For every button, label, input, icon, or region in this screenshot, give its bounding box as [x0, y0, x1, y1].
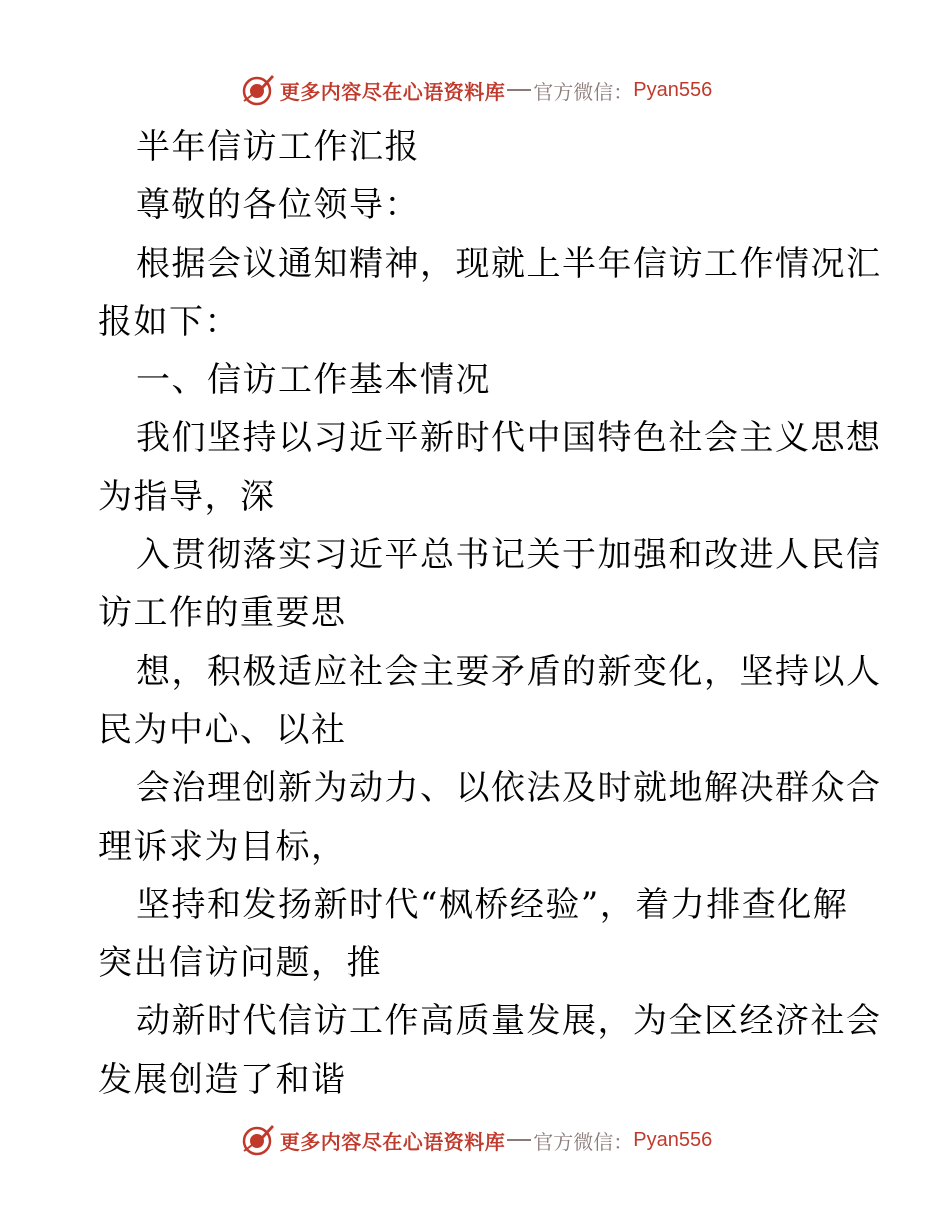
header-watermark-banner [0, 68, 950, 112]
paragraph-line: 突出信访问题，推 [98, 943, 382, 984]
banner-wechat-handle: Pyan556 [633, 1128, 713, 1151]
quill-pen-logo-icon [238, 71, 276, 109]
banner-official-label: 官方微信： [533, 79, 634, 104]
footer-watermark-banner [0, 1118, 950, 1162]
document-title: 半年信访工作汇报 [136, 127, 420, 167]
banner-official-label: 官方微信： [533, 1129, 634, 1154]
paragraph-line: 入贯彻落实习近平总书记关于加强和改进人民信 [136, 535, 882, 576]
paragraph-line: 理诉求为目标， [98, 826, 347, 867]
paragraph-line: 民为中心、以社 [98, 709, 347, 750]
paragraph-line: 访工作的重要思 [98, 593, 347, 634]
banner-dash [507, 1139, 531, 1141]
paragraph-line: 发展创造了和谐 [98, 1059, 347, 1100]
section-heading: 一、信访工作基本情况 [136, 360, 491, 401]
banner-wechat-handle: Pyan556 [633, 78, 713, 101]
paragraph-line: 会治理创新为动力、以依法及时就地解决群众合 [136, 768, 882, 809]
paragraph-line: 想，积极适应社会主要矛盾的新变化，坚持以人 [136, 651, 882, 692]
banner-main-text: 更多内容尽在心语资料库 [279, 1129, 506, 1154]
salutation: 尊敬的各位领导： [136, 185, 420, 226]
paragraph-line: 坚持和发扬新时代“枫桥经验”，着力排查化解 [136, 884, 849, 925]
paragraph-line: 报如下： [98, 301, 240, 342]
banner-dash [507, 89, 531, 91]
paragraph-line: 为指导，深 [98, 476, 276, 517]
document-body [98, 118, 882, 1109]
paragraph-line: 根据会议通知精神，现就上半年信访工作情况汇 [136, 243, 882, 284]
paragraph-line: 我们坚持以习近平新时代中国特色社会主义思想 [136, 418, 882, 459]
paragraph-line: 动新时代信访工作高质量发展，为全区经济社会 [136, 1001, 882, 1042]
quill-pen-logo-icon [238, 1121, 276, 1159]
banner-main-text: 更多内容尽在心语资料库 [279, 79, 506, 104]
